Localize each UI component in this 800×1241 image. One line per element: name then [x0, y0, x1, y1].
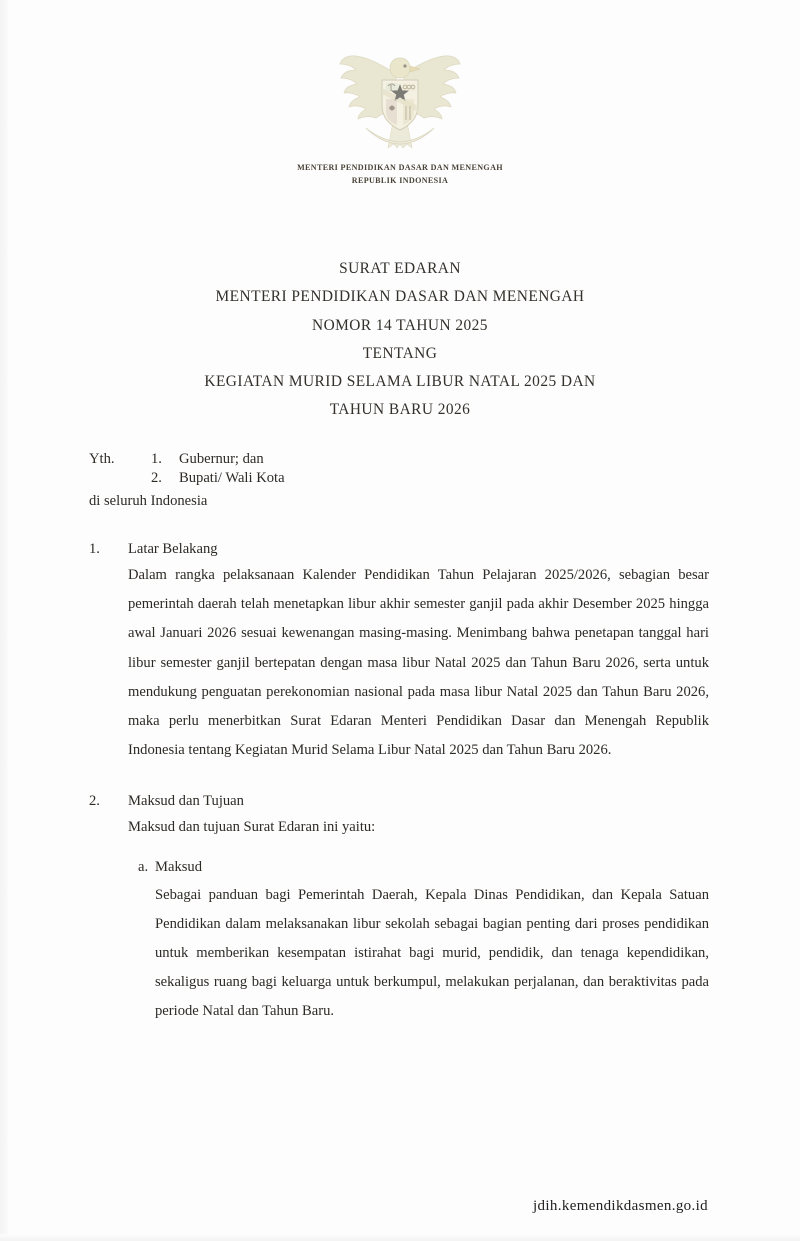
section-number: 2.: [89, 793, 100, 810]
list-item: [151, 469, 709, 488]
addressee-item-number: 2.: [151, 470, 162, 486]
addressee-item-label: Gubernur; dan: [179, 451, 264, 467]
subsection-heading: [138, 856, 709, 878]
letterhead-ministry: MENTERI PENDIDIKAN DASAR DAN MENENGAH: [297, 163, 503, 172]
addressee-scope: di seluruh Indonesia: [89, 493, 208, 509]
section-title: Latar Belakang: [128, 541, 218, 557]
subsection-title: Maksud: [155, 858, 203, 875]
section-latar-belakang: [89, 538, 709, 765]
title-line-subject-1: KEGIATAN MURID SELAMA LIBUR NATAL 2025 DAN: [204, 373, 596, 391]
addressee-block: [89, 450, 709, 511]
scan-edge-bottom: [0, 1234, 800, 1241]
subsection-number: a.: [138, 858, 149, 875]
addressee-row: [89, 450, 709, 488]
section-number: 1.: [89, 541, 100, 557]
list-item: [151, 450, 709, 469]
subsection-paragraph: Sebagai panduan bagi Pemerintah Daerah, Kepala Dinas Pendidikan, dan Kepala Satuan Pendidikan dalam melaksanakan libur sekolah sebagai bagian penting dari proses pendidikan untuk memberikan kesempatan istirahat bagi murid, pendidik, dan tenaga kependidikan, sekaligus ruang bagi keluarga untuk berkumpul, melakukan perjalanan, dan beraktivitas pada periode Natal dan Tahun Baru.: [155, 886, 709, 1020]
title-line-tentang: TENTANG: [362, 344, 438, 362]
title-line-surat-edaran: SURAT EDARAN: [339, 260, 461, 277]
section-title: Maksud dan Tujuan: [128, 793, 244, 810]
title-line-subject-2: TAHUN BARU 2026: [329, 401, 471, 419]
letterhead-country: REPUBLIK INDONESIA: [351, 175, 449, 185]
section-paragraph: Dalam rangka pelaksanaan Kalender Pendidikan Tahun Pelajaran 2025/2026, sebagian besar pemerintah daerah telah menetapkan libur akhir semester ganjil pada akhir Desember 2025 hingga awal Januari 2026 sesuai kewenangan masing-masing. Menimbang bahwa penetapan tanggal hari libur semester ganjil bertepatan dengan masa libur Natal 2025 dan Tahun Baru 2026, serta untuk mendukung penguatan perekonomian nasional pada masa libur Natal 2025 dan Tahun Baru 2026, maka perlu menerbitkan Surat Edaran Menteri Pendidikan Dasar dan Menengah Republik Indonesia tentang Kegiatan Murid Selama Libur Natal 2025 dan Tahun Baru 2026.: [128, 567, 709, 759]
footer-watermark: jdih.kemendikdasmen.go.id: [533, 1198, 708, 1214]
addressee-label: Yth.: [89, 451, 115, 467]
addressee-item-label: Bupati/ Wali Kota: [179, 470, 285, 486]
letterhead: [0, 44, 800, 187]
title-line-nomor: NOMOR 14 TAHUN 2025: [312, 316, 488, 334]
garuda-pancasila-emblem: [336, 44, 464, 152]
section-heading: [89, 538, 709, 560]
section-maksud-dan-tujuan: [89, 790, 709, 1026]
document-title-block: [0, 255, 800, 425]
addressee-list: [151, 450, 709, 488]
addressee-item-number: 1.: [151, 451, 162, 467]
document-body: [89, 538, 709, 1027]
section-heading: [89, 790, 709, 812]
title-line-ministry: MENTERI PENDIDIKAN DASAR DAN MENENGAH: [215, 288, 585, 306]
section-lead-text: Maksud dan tujuan Surat Edaran ini yaitu:: [128, 819, 376, 836]
subsection-maksud: [128, 856, 709, 1027]
